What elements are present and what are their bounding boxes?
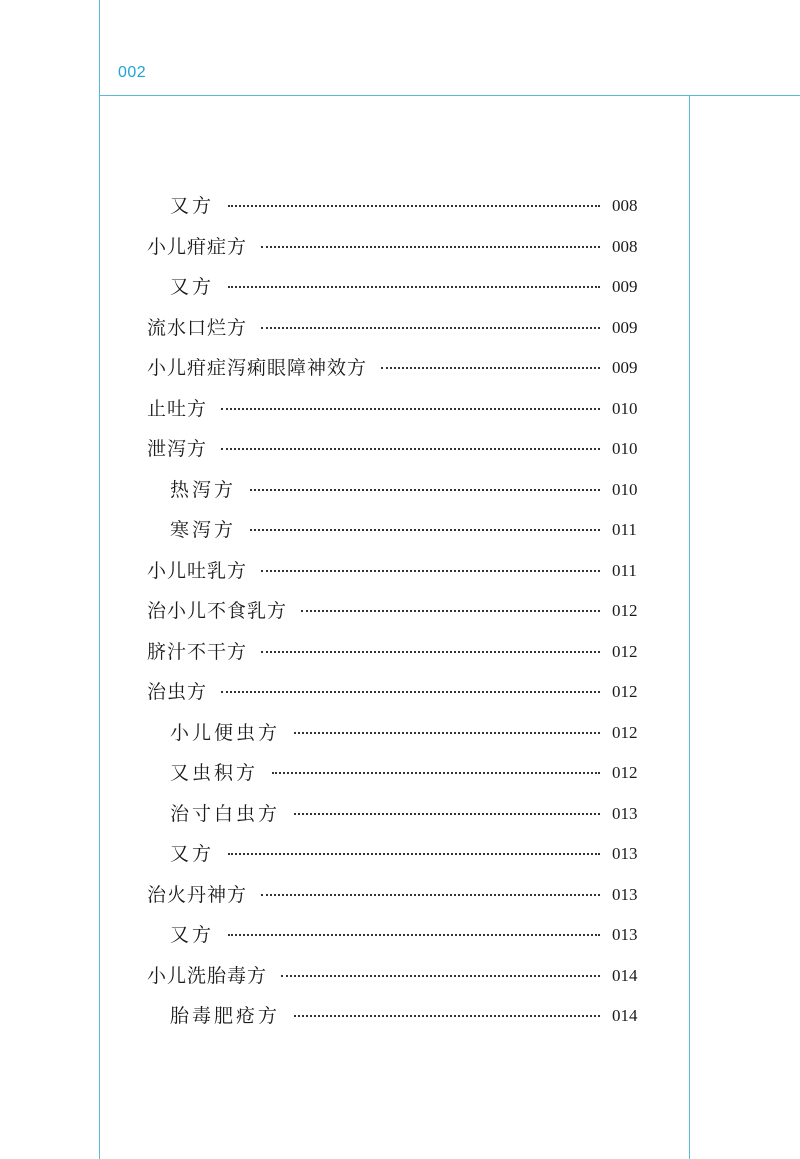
toc-entry[interactable] [0, 752, 800, 792]
toc-entry-title: 治小儿不食乳方 [147, 600, 288, 622]
toc-entry[interactable] [0, 469, 800, 509]
toc-entry-title: 寒泻方 [170, 519, 237, 541]
toc-entry[interactable] [0, 874, 800, 914]
toc-entry[interactable] [0, 631, 800, 671]
toc-entry[interactable] [0, 995, 800, 1035]
toc-dot-leader [281, 975, 600, 977]
toc-dot-leader [228, 934, 600, 936]
toc-entry[interactable] [0, 793, 800, 833]
toc-entry[interactable] [0, 590, 800, 630]
toc-entry-page: 008 [612, 196, 638, 215]
toc-entry-title: 脐汁不干方 [147, 640, 248, 663]
toc-entry-title: 热泻方 [170, 478, 237, 501]
toc-entry[interactable] [0, 226, 800, 266]
toc-entry-title: 流水口烂方 [147, 316, 248, 339]
toc-entry-page: 013 [612, 803, 638, 823]
toc-dot-leader [261, 894, 600, 896]
toc-entry-page: 012 [612, 763, 638, 782]
toc-entry-page: 013 [612, 884, 638, 904]
toc-entry-title: 又方 [170, 843, 215, 865]
toc-entry-title: 又方 [170, 924, 215, 946]
toc-entry-page: 012 [612, 722, 638, 742]
toc-entry-title: 治火丹神方 [147, 883, 248, 906]
toc-entry[interactable] [0, 914, 800, 954]
toc-dot-leader [294, 813, 600, 815]
toc-dot-leader [294, 1015, 600, 1017]
toc-entry-page: 008 [612, 236, 638, 256]
toc-entry-page: 013 [612, 925, 638, 944]
toc-entry-title: 治寸白虫方 [170, 802, 281, 825]
toc-dot-leader [250, 489, 600, 491]
toc-entry[interactable] [0, 509, 800, 549]
toc-dot-leader [221, 408, 600, 410]
toc-entry-title: 小儿疳症方 [147, 235, 248, 258]
toc-entry[interactable] [0, 671, 800, 711]
toc-entry-title: 小儿吐乳方 [147, 559, 248, 582]
toc-entry-page: 009 [612, 277, 638, 296]
toc-entry[interactable] [0, 266, 800, 306]
toc-entry-page: 014 [612, 965, 638, 985]
toc-entry[interactable] [0, 428, 800, 468]
toc-entry-page: 010 [612, 398, 638, 418]
toc-entry[interactable] [0, 307, 800, 347]
toc-entry-page: 012 [612, 682, 638, 701]
toc-dot-leader [261, 570, 600, 572]
toc-entry-title: 小儿便虫方 [170, 721, 281, 744]
toc-dot-leader [228, 205, 600, 207]
toc-entry-page: 011 [612, 560, 637, 580]
toc-entry[interactable] [0, 388, 800, 428]
page-number: 002 [118, 64, 147, 81]
toc-entry[interactable] [0, 955, 800, 995]
toc-dot-leader [228, 853, 600, 855]
toc-entry-title: 小儿洗胎毒方 [147, 964, 268, 987]
toc-dot-leader [261, 651, 600, 653]
toc-entry-title: 又虫积方 [170, 762, 259, 784]
toc-entry-title: 又方 [170, 195, 215, 217]
toc-dot-leader [221, 691, 600, 693]
toc-dot-leader [261, 246, 600, 248]
toc-dot-leader [381, 367, 600, 369]
toc-entry-page: 014 [612, 1006, 638, 1025]
toc-dot-leader [221, 448, 600, 450]
toc-dot-leader [261, 327, 600, 329]
toc-entry[interactable] [0, 833, 800, 873]
toc-entry-title: 又方 [170, 276, 215, 298]
toc-entry-title: 泄泻方 [147, 438, 208, 460]
toc-dot-leader [250, 529, 600, 531]
toc-dot-leader [228, 286, 600, 288]
toc-entry-title: 小儿疳症泻痢眼障神效方 [147, 357, 368, 379]
toc-entry-page: 012 [612, 601, 638, 620]
toc-entry[interactable] [0, 185, 800, 225]
toc-entry[interactable] [0, 550, 800, 590]
toc-entry[interactable] [0, 347, 800, 387]
toc-entry-page: 012 [612, 641, 638, 661]
toc-entry-page: 013 [612, 844, 638, 863]
toc-entry-title: 止吐方 [147, 397, 208, 420]
toc-entry-page: 011 [612, 520, 637, 539]
toc-dot-leader [294, 732, 600, 734]
toc-entry-title: 胎毒肥疮方 [170, 1005, 281, 1027]
header-rule [99, 95, 800, 96]
toc-entry-title: 治虫方 [147, 681, 208, 703]
toc-entry[interactable] [0, 712, 800, 752]
toc-dot-leader [272, 772, 600, 774]
toc-entry-page: 010 [612, 439, 638, 458]
toc-entry-page: 009 [612, 358, 638, 377]
toc-entry-page: 009 [612, 317, 638, 337]
toc-entry-page: 010 [612, 479, 638, 499]
toc-dot-leader [301, 610, 600, 612]
